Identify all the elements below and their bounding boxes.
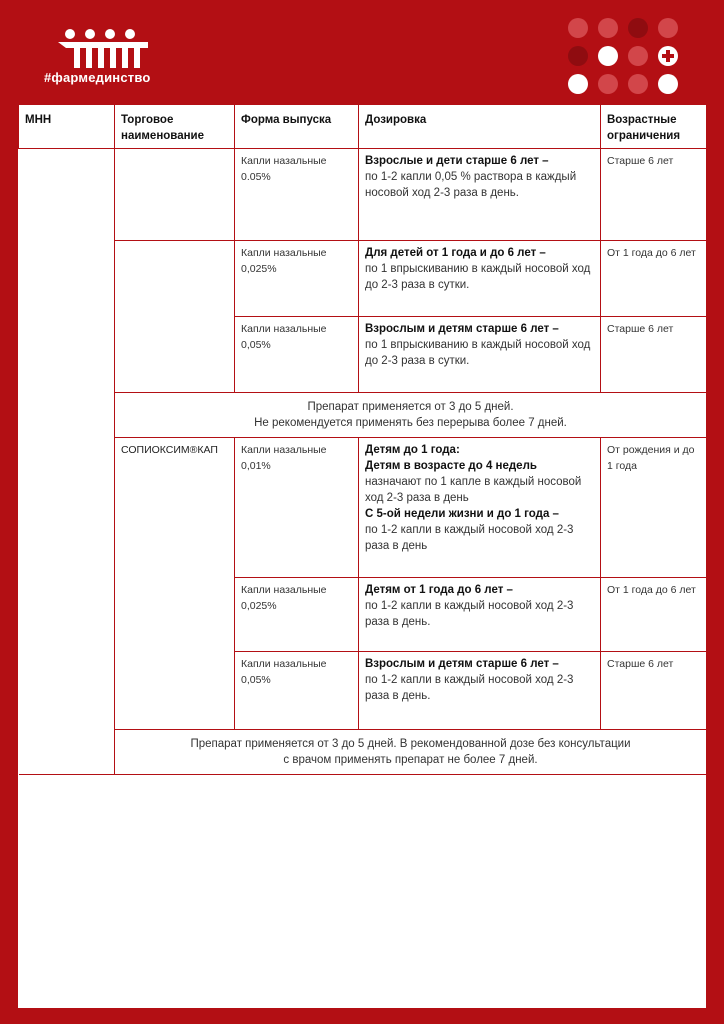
trade-name-cell: СОПИОКСИМ®КАП xyxy=(115,438,235,730)
form-cell: Капли назальные 0.05% xyxy=(235,149,359,241)
dosage-cell xyxy=(359,652,601,730)
table-row xyxy=(19,149,707,241)
table-row xyxy=(19,438,707,578)
usage-note-line: Препарат применяется от 3 до 5 дней. В рекомендованной дозе без консультации xyxy=(190,738,631,750)
form-cell: Капли назальные 0,01% xyxy=(235,438,359,578)
usage-note-line: Не рекомендуется применять без перерыва более 7 дней. xyxy=(254,417,567,429)
drug-table xyxy=(18,104,707,775)
dosage-bold: Детям в возрасте до 4 недель xyxy=(365,460,537,472)
header-trade-name: Торговое наименование xyxy=(115,105,235,149)
age-cell: Старше 6 лет xyxy=(601,652,707,730)
table-row xyxy=(19,241,707,317)
dosage-bold: Для детей от 1 года и до 6 лет – xyxy=(365,247,546,259)
medical-cross-icon xyxy=(658,46,678,66)
dosage-cell xyxy=(359,578,601,652)
decorative-dots xyxy=(566,16,706,96)
age-cell: От 1 года до 6 лет xyxy=(601,578,707,652)
usage-note-line: Препарат применяется от 3 до 5 дней. xyxy=(307,401,514,413)
dosage-text: назначают по 1 капле в каждый носовой ход 2-3 раза в день xyxy=(365,476,582,504)
inn-cell xyxy=(19,149,115,775)
usage-note-line: с врачом применять препарат не более 7 дней. xyxy=(283,754,538,766)
header-inn: МНН xyxy=(19,105,115,149)
age-cell: От 1 года до 6 лет xyxy=(601,241,707,317)
age-cell: От рождения и до 1 года xyxy=(601,438,707,578)
dosage-cell xyxy=(359,438,601,578)
dosage-bold: С 5-ой недели жизни и до 1 года – xyxy=(365,508,559,520)
age-cell: Старше 6 лет xyxy=(601,317,707,393)
dosage-text: по 1-2 капли в каждый носовой ход 2-3 раза в день. xyxy=(365,600,574,628)
dosage-bold: Взрослые и дети старше 6 лет – xyxy=(365,155,549,167)
header-age: Возрастные ограничения xyxy=(601,105,707,149)
form-cell: Капли назальные 0,05% xyxy=(235,317,359,393)
form-cell: Капли назальные 0,025% xyxy=(235,578,359,652)
note-row xyxy=(19,730,707,775)
table-header-row xyxy=(19,105,707,149)
header-form: Форма выпуска xyxy=(235,105,359,149)
dosage-text: по 1-2 капли в каждый носовой ход 2-3 раза в день. xyxy=(365,674,574,702)
dosage-text: по 1-2 капли 0,05 % раствора в каждый носовой ход 2-3 раза в день. xyxy=(365,171,577,199)
dosage-text: по 1 впрыскиванию в каждый носовой ход до 2-3 раза в сутки. xyxy=(365,339,591,367)
dosage-bold: Детям от 1 года до 6 лет – xyxy=(365,584,513,596)
usage-note xyxy=(115,730,707,775)
dosage-cell xyxy=(359,317,601,393)
dosage-text: по 1-2 капли в каждый носовой ход 2-3 раза в день xyxy=(365,524,574,552)
dosage-bold: Детям до 1 года: xyxy=(365,444,460,456)
note-row xyxy=(19,393,707,438)
content-sheet xyxy=(18,104,706,1008)
usage-note xyxy=(115,393,707,438)
dosage-text: по 1 впрыскиванию в каждый носовой ход до 2-3 раза в сутки. xyxy=(365,263,591,291)
dosage-bold: Взрослым и детям старше 6 лет – xyxy=(365,658,559,670)
dosage-cell xyxy=(359,149,601,241)
age-cell: Старше 6 лет xyxy=(601,149,707,241)
brand-hashtag: #фармединство xyxy=(44,70,151,85)
dosage-bold: Взрослым и детям старше 6 лет – xyxy=(365,323,559,335)
dosage-cell xyxy=(359,241,601,317)
form-cell: Капли назальные 0,05% xyxy=(235,652,359,730)
trade-name-cell xyxy=(115,241,235,393)
form-cell: Капли назальные 0,025% xyxy=(235,241,359,317)
header-dosage: Дозировка xyxy=(359,105,601,149)
trade-name-cell xyxy=(115,149,235,241)
